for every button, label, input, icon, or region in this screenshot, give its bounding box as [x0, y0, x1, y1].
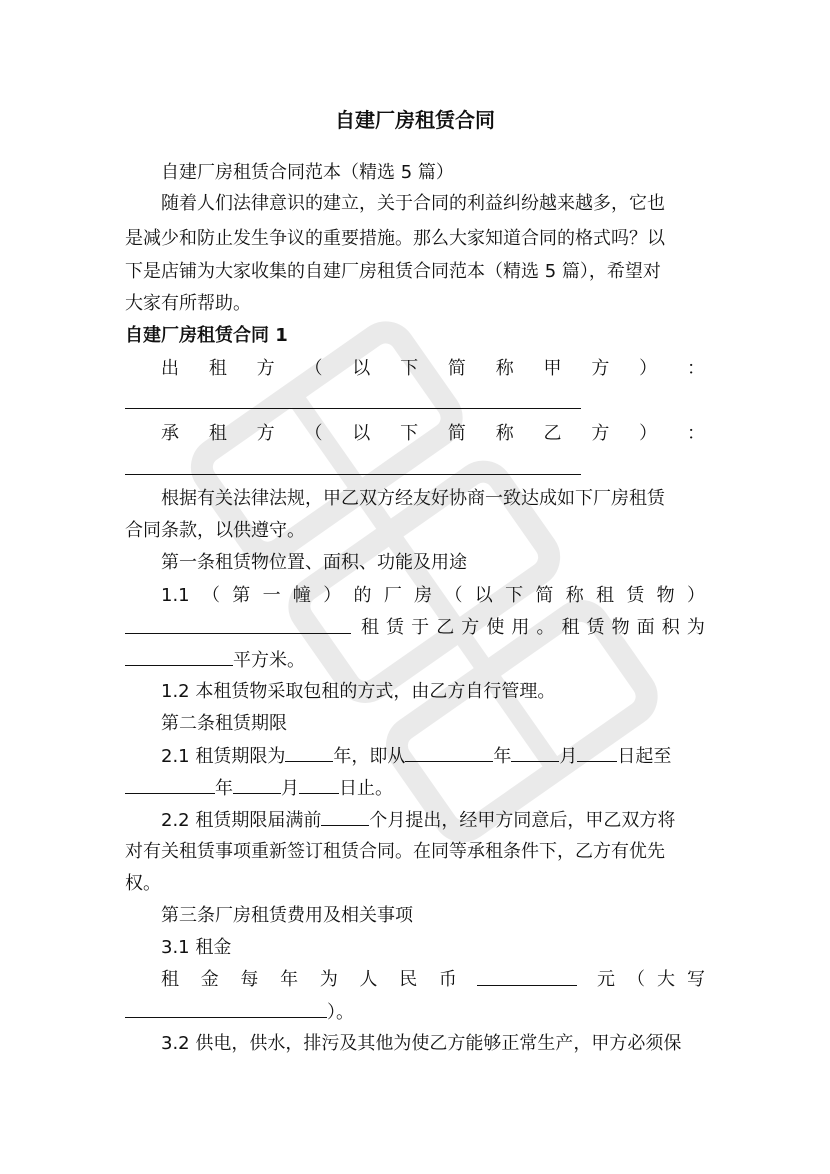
intro-line-1: 随着人们法律意识的建立，关于合同的利益纠纷越来越多，它也	[161, 193, 665, 214]
clause-2-1-line-1: 2.1 租赁期限为 年，即从 年 月 日起至	[125, 739, 705, 774]
intro-line-3: 下是店铺为大家收集的自建厂房租赁合同范本（精选 5 篇），希望对	[125, 261, 661, 282]
blank-end-month[interactable]	[233, 771, 281, 794]
clause-1-1-line-2: 租 赁 于 乙 方 使 用 。 租 赁 物 面 积 为	[125, 611, 705, 645]
clause-2-1-line-2: 年 月 日止。	[125, 771, 705, 806]
blank-end-year[interactable]	[125, 771, 215, 794]
basis-line-2: 合同条款，以供遵守。	[125, 520, 305, 541]
article-2-title: 第二条租赁期限	[161, 713, 287, 734]
section-heading: 自建厂房租赁合同 1	[125, 325, 288, 346]
article-3-title: 第三条厂房租赁费用及相关事项	[161, 905, 413, 926]
lessor-line: 出 租 方 （ 以 下 简 称 甲 方 ） ：	[161, 358, 705, 379]
blank-start-month[interactable]	[511, 739, 559, 762]
basis-line-1: 根据有关法律法规，甲乙双方经友好协商一致达成如下厂房租赁	[161, 488, 665, 509]
lessor-blank[interactable]	[125, 408, 581, 409]
subtitle: 自建厂房租赁合同范本（精选 5 篇）	[161, 162, 454, 183]
blank-area[interactable]	[125, 643, 233, 666]
article-1-title: 第一条租赁物位置、面积、功能及用途	[161, 552, 467, 573]
clause-2-2-line-3: 权。	[125, 873, 161, 894]
clause-2-2-line-1: 2.2 租赁期限届满前 个月提出，经甲方同意后，甲乙双方将	[125, 803, 705, 838]
blank-months[interactable]	[321, 803, 369, 826]
blank-rent-amount[interactable]	[477, 963, 577, 986]
page-title: 自建厂房租赁合同	[335, 108, 495, 132]
blank-years[interactable]	[285, 739, 333, 762]
clause-3-1: 3.1 租金	[161, 937, 232, 958]
blank-lessee-party[interactable]	[125, 611, 351, 634]
blank-rent-in-words[interactable]	[125, 995, 327, 1018]
clause-3-2: 3.2 供电，供水，排污及其他为使乙方能够正常生产，甲方必须保	[161, 1033, 682, 1054]
clause-2-2-line-2: 对有关租赁事项重新签订租赁合同。在同等承租条件下，乙方有优先	[125, 841, 665, 862]
clause-1-1-line-1: 1.1 （ 第 一 幢 ） 的 厂 房 （ 以 下 简 称 租 赁 物 ）	[161, 585, 705, 606]
rent-line-2: ）。	[125, 995, 705, 1030]
blank-end-day[interactable]	[299, 771, 339, 794]
intro-line-2: 是减少和防止发生争议的重要措施。那么大家知道合同的格式吗？以	[125, 228, 665, 249]
blank-start-day[interactable]	[577, 739, 617, 762]
rent-line-1: 租 金 每 年 为 人 民 币 元 （ 大 写	[125, 963, 705, 997]
clause-1-2: 1.2 本租赁物采取包租的方式，由乙方自行管理。	[161, 681, 556, 702]
clause-1-1-line-3: 平方米。	[125, 643, 705, 678]
intro-line-4: 大家有所帮助。	[125, 293, 251, 314]
lessee-blank[interactable]	[125, 474, 581, 475]
lessee-line: 承 租 方 （ 以 下 简 称 乙 方 ） ：	[161, 423, 705, 444]
blank-start-year[interactable]	[405, 739, 493, 762]
